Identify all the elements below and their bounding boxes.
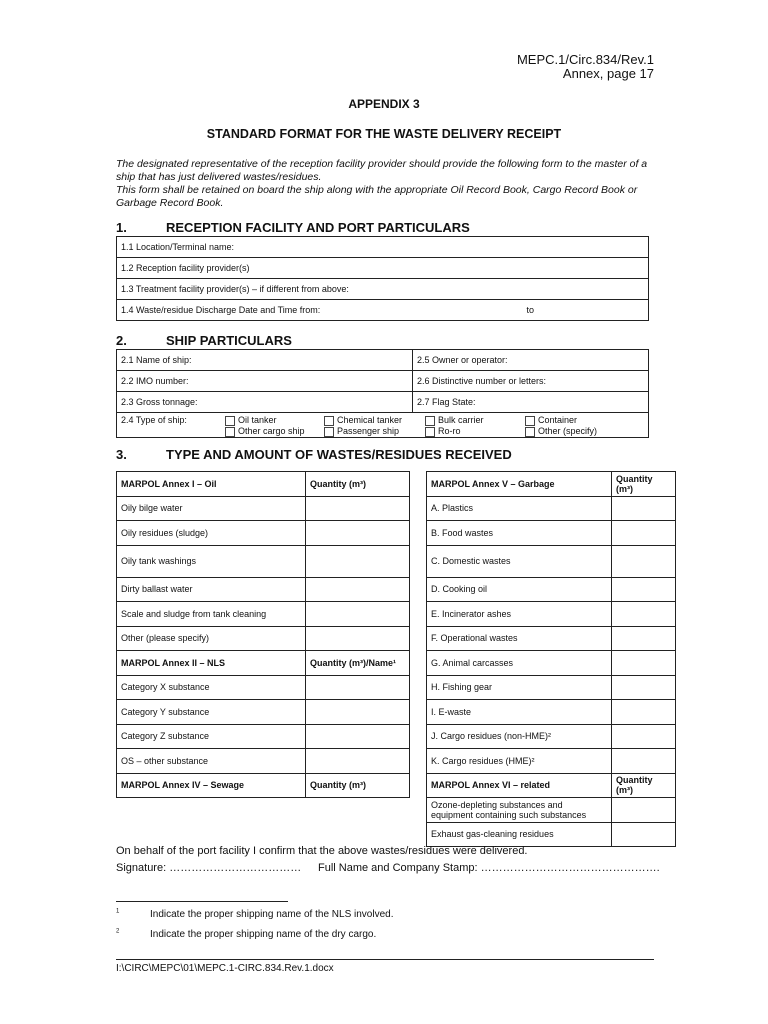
waste-label: Scale and sludge from tank cleaning [117, 602, 306, 627]
waste-label: Ozone-depleting substances and equipment containing such substances [427, 798, 612, 823]
ship-particulars-table [116, 349, 649, 438]
waste-label: I. E-waste [427, 700, 612, 725]
checkbox-passenger-ship[interactable]: Passenger ship [324, 426, 399, 437]
annex-i-header: MARPOL Annex I – Oil [117, 472, 306, 497]
quantity-header: Quantity (m³) [612, 773, 676, 798]
section-3-heading: 3. TYPE AND AMOUNT OF WASTES/RESIDUES RECEIVED [116, 447, 512, 462]
quantity-cell[interactable] [612, 724, 676, 749]
reception-provider-field[interactable]: 1.2 Reception facility provider(s) [117, 258, 649, 279]
checkbox-container[interactable]: Container [525, 415, 577, 426]
quantity-cell[interactable] [306, 521, 410, 546]
wastes-right-table [426, 471, 676, 847]
waste-label: A. Plastics [427, 496, 612, 521]
waste-label: OS – other substance [117, 749, 306, 774]
quantity-header: Quantity (m³) [612, 472, 676, 497]
flag-state-field[interactable]: 2.7 Flag State: [413, 392, 649, 413]
quantity-cell[interactable] [612, 626, 676, 651]
owner-field[interactable]: 2.5 Owner or operator: [413, 350, 649, 371]
checkbox-icon [525, 427, 535, 437]
quantity-header: Quantity (m³) [306, 472, 410, 497]
quantity-cell[interactable] [306, 626, 410, 651]
file-path: I:\CIRC\MEPC\01\MEPC.1-CIRC.834.Rev.1.docx [116, 963, 334, 974]
waste-label: D. Cooking oil [427, 577, 612, 602]
waste-label: Category X substance [117, 675, 306, 700]
quantity-cell[interactable] [306, 602, 410, 627]
quantity-cell[interactable] [306, 724, 410, 749]
confirmation-text: On behalf of the port facility I confirm that the above wastes/residues were delivered. [116, 845, 528, 857]
imo-number-field[interactable]: 2.2 IMO number: [117, 371, 413, 392]
waste-label: Oily tank washings [117, 545, 306, 577]
checkbox-icon [324, 416, 334, 426]
checkbox-ro-ro[interactable]: Ro-ro [425, 426, 461, 437]
waste-label: Category Y substance [117, 700, 306, 725]
quantity-cell[interactable] [306, 749, 410, 774]
discharge-date-field[interactable]: 1.4 Waste/residue Discharge Date and Time from: to [117, 300, 649, 321]
company-stamp-line[interactable]: Full Name and Company Stamp: …………………………………………. [318, 862, 660, 874]
quantity-cell[interactable] [612, 496, 676, 521]
page-title: STANDARD FORMAT FOR THE WASTE DELIVERY RECEIPT [206, 127, 562, 141]
checkbox-icon [525, 416, 535, 426]
quantity-cell[interactable] [306, 577, 410, 602]
quantity-cell[interactable] [612, 545, 676, 577]
quantity-cell[interactable] [306, 700, 410, 725]
footnote-divider [116, 901, 288, 902]
signature-line[interactable]: Signature: ……………………………… [116, 862, 302, 874]
waste-label: G. Animal carcasses [427, 651, 612, 676]
waste-label: Exhaust gas-cleaning residues [427, 822, 612, 847]
checkbox-icon [425, 416, 435, 426]
waste-label: C. Domestic wastes [427, 545, 612, 577]
section-1-heading: 1. RECEPTION FACILITY AND PORT PARTICULARS [116, 220, 470, 235]
quantity-cell[interactable] [612, 822, 676, 847]
ship-type-label: 2.4 Type of ship: [121, 415, 187, 425]
annex-vi-header: MARPOL Annex VI – related [427, 773, 612, 798]
ship-type-row [117, 413, 649, 438]
intro-paragraph-2: This form shall be retained on board the ship along with the appropriate Oil Record Book, Cargo Record Book or Garbage Record Book. [116, 184, 638, 209]
waste-label: J. Cargo residues (non-HME)² [427, 724, 612, 749]
quantity-cell[interactable] [306, 675, 410, 700]
quantity-cell[interactable] [306, 545, 410, 577]
quantity-header: Quantity (m³)/Name¹ [306, 651, 410, 676]
waste-label: Oily bilge water [117, 496, 306, 521]
quantity-cell[interactable] [306, 496, 410, 521]
annex-v-header: MARPOL Annex V – Garbage [427, 472, 612, 497]
quantity-header: Quantity (m³) [306, 773, 410, 798]
gross-tonnage-field[interactable]: 2.3 Gross tonnage: [117, 392, 413, 413]
checkbox-bulk-carrier[interactable]: Bulk carrier [425, 415, 484, 426]
intro-text [116, 158, 661, 210]
footnote-1: $^1$ Indicate the proper shipping name of the NLS involved. [116, 908, 394, 920]
distinctive-number-field[interactable]: 2.6 Distinctive number or letters: [413, 371, 649, 392]
checkbox-icon [225, 416, 235, 426]
waste-label: Other (please specify) [117, 626, 306, 651]
quantity-cell[interactable] [612, 700, 676, 725]
quantity-cell[interactable] [612, 749, 676, 774]
checkbox-other-cargo-ship[interactable]: Other cargo ship [225, 426, 305, 437]
quantity-cell[interactable] [612, 798, 676, 823]
waste-label: E. Incinerator ashes [427, 602, 612, 627]
wastes-left-table [116, 471, 410, 798]
checkbox-other-specify[interactable]: Other (specify) [525, 426, 597, 437]
checkbox-icon [324, 427, 334, 437]
annex-iv-header: MARPOL Annex IV – Sewage [117, 773, 306, 798]
doc-symbol: MEPC.1/Circ.834/Rev.1 [516, 52, 654, 67]
appendix-title: APPENDIX 3 [348, 97, 420, 111]
quantity-cell[interactable] [612, 577, 676, 602]
waste-label: H. Fishing gear [427, 675, 612, 700]
quantity-cell[interactable] [612, 675, 676, 700]
annex-ii-header: MARPOL Annex II – NLS [117, 651, 306, 676]
footer-divider [116, 959, 654, 960]
checkbox-icon [225, 427, 235, 437]
waste-label: Category Z substance [117, 724, 306, 749]
checkbox-icon [425, 427, 435, 437]
quantity-cell[interactable] [612, 521, 676, 546]
waste-label: K. Cargo residues (HME)² [427, 749, 612, 774]
ship-name-field[interactable]: 2.1 Name of ship: [117, 350, 413, 371]
quantity-cell[interactable] [612, 651, 676, 676]
checkbox-oil-tanker[interactable]: Oil tanker [225, 415, 277, 426]
waste-label: Oily residues (sludge) [117, 521, 306, 546]
waste-label: B. Food wastes [427, 521, 612, 546]
section-2-heading: 2. SHIP PARTICULARS [116, 333, 292, 348]
intro-paragraph-1: The designated representative of the reception facility provider should provide the following form to the master of a ship that has just delivered wastes/residues. [116, 158, 648, 183]
waste-label: Dirty ballast water [117, 577, 306, 602]
reception-facility-table [116, 236, 649, 321]
page-label: Annex, page 17 [562, 66, 654, 81]
doc-reference [517, 53, 654, 81]
checkbox-chemical-tanker[interactable]: Chemical tanker [324, 415, 402, 426]
location-field[interactable]: 1.1 Location/Terminal name: [117, 237, 649, 258]
waste-label: F. Operational wastes [427, 626, 612, 651]
treatment-provider-field[interactable]: 1.3 Treatment facility provider(s) – if different from above: [117, 279, 649, 300]
footnote-2: $^2$ Indicate the proper shipping name of the dry cargo. [116, 928, 377, 940]
quantity-cell[interactable] [612, 602, 676, 627]
